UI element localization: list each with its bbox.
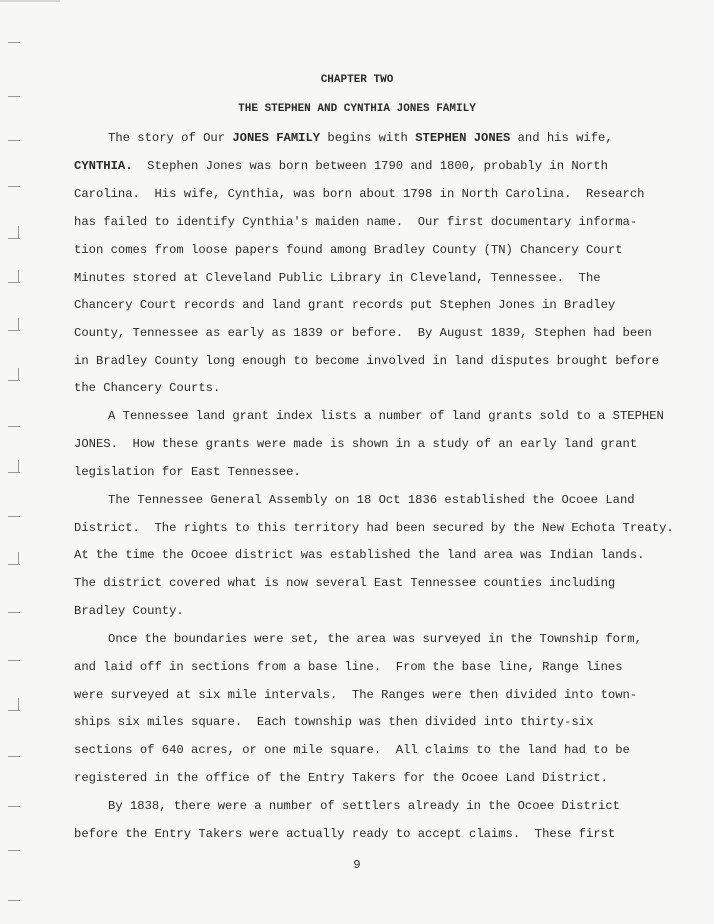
paragraph-line: Chancery Court records and land grant records put Stephen Jones in Bradley	[74, 298, 616, 312]
paragraph-line: By 1838, there were a number of settlers already in the Ocoee District	[108, 799, 620, 813]
paragraph-line: Bradley County.	[74, 604, 184, 618]
paragraph-line: the Chancery Courts.	[74, 381, 221, 395]
family-name-emphasis: JONES FAMILY	[232, 131, 321, 145]
paragraph-line: Minutes stored at Cleveland Public Library in Cleveland, Tennessee. The	[74, 271, 601, 285]
paragraph-line: sections of 640 acres, or one mile square. All claims to the land had to be	[74, 743, 630, 757]
paragraph-line: The district covered what is now several East Tennessee counties including	[74, 576, 616, 590]
paragraph-line	[74, 159, 654, 173]
chapter-title: THE STEPHEN AND CYNTHIA JONES FAMILY	[238, 103, 476, 115]
text: The story of Our	[108, 131, 233, 145]
paragraph-line: District. The rights to this territory had been secured by the New Echota Treaty.	[74, 521, 674, 535]
binding-margin-marks	[0, 0, 40, 924]
paragraph-line: JONES. How these grants were made is shown in a study of an early land grant	[74, 437, 638, 451]
paragraph-line: in Bradley County long enough to become involved in land disputes brought before	[74, 354, 660, 368]
text: Stephen Jones was born between 1790 and 1800, probably in North	[132, 159, 608, 173]
text: begins with	[320, 131, 416, 145]
paragraph-line: ships six miles square. Each township was then divided into thirty-six	[74, 715, 594, 729]
paragraph-line: registered in the office of the Entry Takers for the Ocoee Land District.	[74, 771, 608, 785]
paragraph-line: A Tennessee land grant index lists a number of land grants sold to a STEPHEN	[108, 409, 664, 423]
paragraph-line: were surveyed at six mile intervals. The Ranges were then divided into town-	[74, 688, 638, 702]
paragraph-line: and laid off in sections from a base line. From the base line, Range lines	[74, 660, 623, 674]
paragraph-line: The Tennessee General Assembly on 18 Oct 1836 established the Ocoee Land	[108, 493, 635, 507]
chapter-heading: CHAPTER TWO	[320, 74, 394, 86]
paragraph-line	[108, 131, 668, 145]
paragraph-line: Once the boundaries were set, the area was surveyed in the Township form,	[108, 632, 642, 646]
person-name-emphasis: STEPHEN JONES	[415, 131, 511, 145]
person-name-emphasis: CYNTHIA.	[74, 159, 133, 173]
paragraph-line: tion comes from loose papers found among Bradley County (TN) Chancery Court	[74, 243, 623, 257]
paragraph-line: before the Entry Takers were actually ready to accept claims. These first	[74, 827, 616, 841]
text: and his wife,	[510, 131, 613, 145]
paragraph-line: At the time the Ocoee district was established the land area was Indian lands.	[74, 548, 645, 562]
paragraph-line: legislation for East Tennessee.	[74, 465, 301, 479]
paragraph-line: County, Tennessee as early as 1839 or before. By August 1839, Stephen had been	[74, 326, 652, 340]
paragraph-line: has failed to identify Cynthia's maiden name. Our first documentary informa-	[74, 215, 638, 229]
page-number: 9	[353, 858, 361, 872]
paragraph-line: Carolina. His wife, Cynthia, was born about 1798 in North Carolina. Research	[74, 187, 645, 201]
